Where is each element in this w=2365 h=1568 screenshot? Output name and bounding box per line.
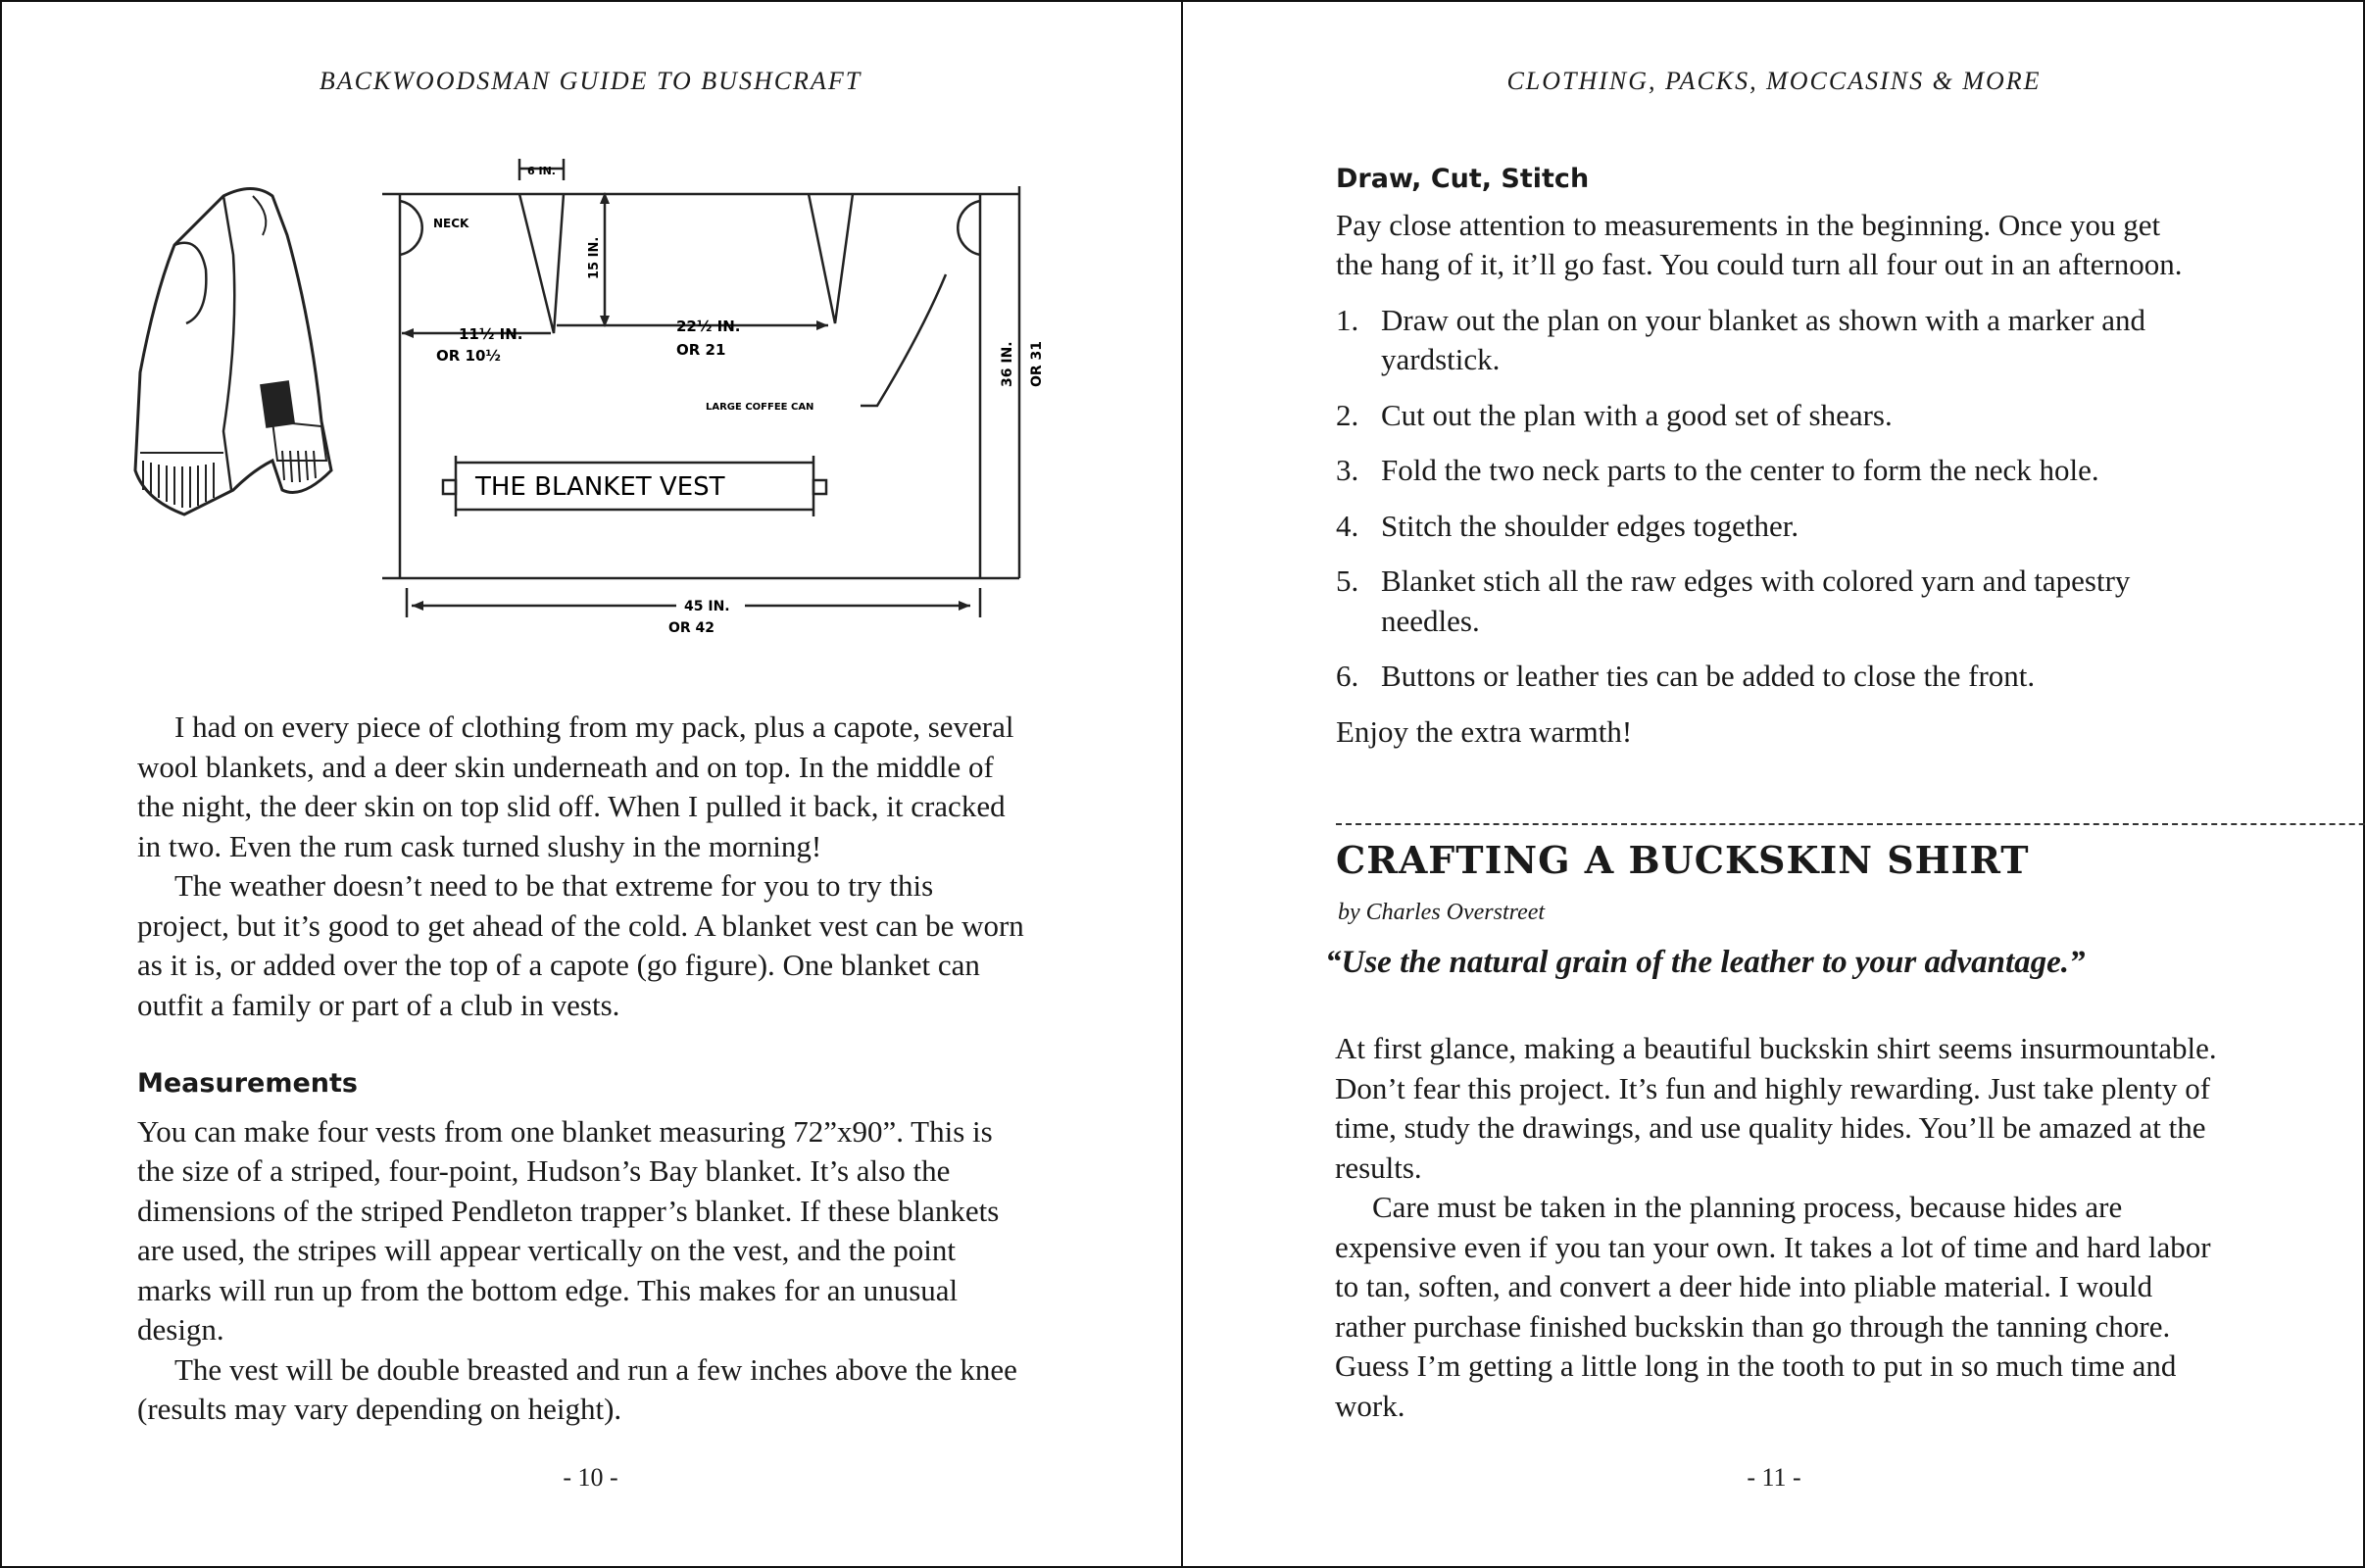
label-coffee-can: LARGE COFFEE CAN: [706, 402, 814, 413]
list-item: 6. Buttons or leather ties can be added to close the front.: [1336, 659, 2036, 693]
list-item: 5. Blanket stich all the raw edges with colored yarn and tapestry needles.: [1336, 564, 2131, 638]
right-lower-text: [1335, 1029, 2217, 1426]
list-item: 3. Fold the two neck parts to the center to form the neck hole.: [1336, 453, 2099, 487]
vest-illustration: [116, 176, 380, 559]
list-item: 4. Stitch the shoulder edges together.: [1336, 508, 1799, 543]
label-middle-span: 22½ IN.: [676, 318, 741, 335]
left-body-text: [137, 708, 1024, 1430]
paragraph: You can make four vests from one blanket measuring 72”x90”. This is the size of a striped, four-point, Hudson’s Bay blanket. It’s also the dimensions of the striped Pendleton trapper’s blanket. If these blankets are used, the stripes will appear vertically on the vest, and the point marks will run up from the bottom edge. This makes for an unusual design.: [137, 1113, 1000, 1347]
label-height: 36 IN.: [1000, 341, 1015, 387]
section-divider: [1336, 823, 2365, 825]
paragraph: The weather doesn’t need to be that extreme for you to try this project, but it’s good to get ahead of the cold. A blanket vest can be worn as it is, or added over the top of a capote (go figure). One blanket can outfit a family or part of a club in vests.: [137, 868, 1024, 1022]
left-page: [0, 0, 1181, 1568]
list-item: 1. Draw out the plan on your blanket as shown with a marker and yardstick.: [1336, 302, 2145, 376]
label-middle-span-alt: OR 21: [676, 341, 726, 359]
right-page: [1183, 0, 2365, 1568]
running-header: CLOTHING, PACKS, MOCCASINS & MORE: [1506, 67, 2042, 95]
right-upper-text: [1336, 160, 2198, 752]
label-width-alt: OR 42: [668, 620, 715, 636]
label-depth: 15 IN.: [587, 236, 602, 279]
running-header: BACKWOODSMAN GUIDE TO BUSHCRAFT: [319, 67, 862, 95]
label-left-offset-alt: OR 10½: [436, 347, 501, 365]
label-width: 45 IN.: [684, 599, 730, 614]
paragraph: I had on every piece of clothing from my pack, plus a capote, several wool blankets, and a deer skin underneath and on top. In the middle of the night, the deer skin on top slid off. When I pulled it back, it cracked in two. Even the rum cask turned slushy in the morning!: [137, 710, 1014, 863]
diagram-title: THE BLANKET VEST: [475, 472, 725, 502]
label-height-alt: OR 31: [1029, 340, 1045, 387]
paragraph: Pay close attention to measurements in the beginning. Once you get the hang of it, it’ll go fast. You could turn all four out in an afternoon.: [1336, 207, 2183, 281]
page-number: - 11 -: [1747, 1463, 1801, 1492]
label-top-width: 6 IN.: [527, 165, 556, 177]
article-title: CRAFTING A BUCKSKIN SHIRT: [1336, 838, 2030, 882]
paragraph: At first glance, making a beautiful buckskin shirt seems insurmountable. Don’t fear this project. It’s fun and highly rewarding. Just take plenty of time, study the drawings, and use quality hides. You’ll be amazed at the results.: [1335, 1031, 2217, 1185]
vest-pattern-diagram: [382, 157, 1059, 637]
paragraph: Care must be taken in the planning process, because hides are expensive even if you tan your own. It takes a lot of time and hard labor to tan, soften, and convert a deer hide into pliable material. I would rather purchase finished buckskin than go through the tanning chore. Guess I’m getting a little long in the tooth to put in so much time and work.: [1335, 1190, 2211, 1423]
closing-line: Enjoy the extra warmth!: [1336, 713, 1633, 749]
pull-quote: “Use the natural grain of the leather to your advantage.”: [1325, 945, 2086, 980]
steps-list: [1336, 301, 2198, 697]
label-neck: NECK: [433, 217, 469, 230]
byline: by Charles Overstreet: [1338, 900, 1546, 925]
label-left-offset: 11½ IN.: [459, 325, 523, 343]
section-heading: Draw, Cut, Stitch: [1336, 164, 1590, 194]
list-item: 2. Cut out the plan with a good set of shears.: [1336, 397, 1893, 432]
paragraph: The vest will be double breasted and run a few inches above the knee (results may vary depending on height).: [137, 1351, 1017, 1426]
page-number: - 10 -: [563, 1463, 618, 1492]
section-heading: Measurements: [137, 1068, 358, 1099]
